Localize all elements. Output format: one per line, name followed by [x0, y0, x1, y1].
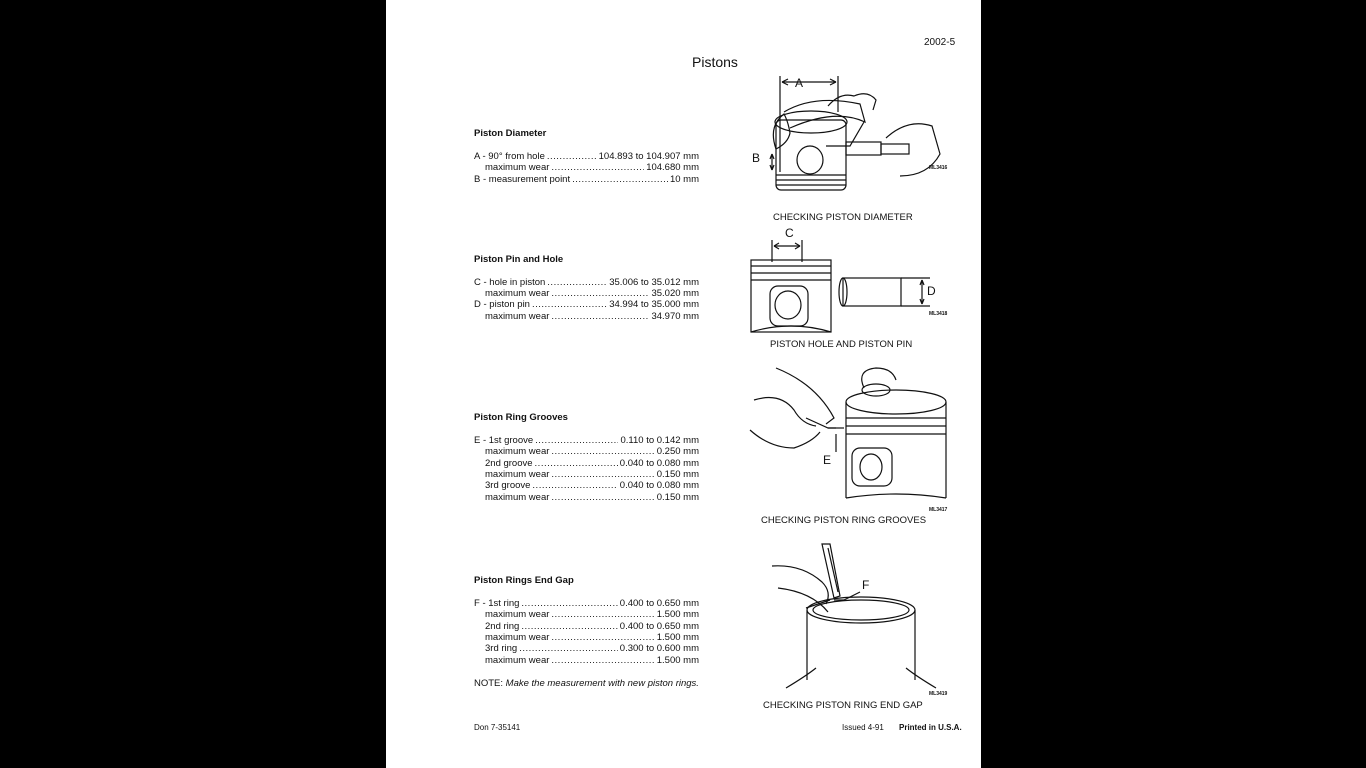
page-number: 2002-5: [924, 37, 956, 48]
piston-ring-grooves-illustration: [746, 360, 976, 510]
spec-label: maximum wear: [485, 609, 550, 620]
label-f: F: [862, 578, 870, 592]
manual-page: [386, 0, 981, 768]
label-e: E: [823, 453, 832, 467]
spec-label: C - hole in piston: [474, 277, 546, 288]
spec-label: 2nd ring: [485, 621, 520, 632]
label-a: A: [795, 76, 804, 90]
spec-row: [485, 480, 699, 491]
spec-row: [485, 621, 699, 632]
section-title-piston-pin-and-hole: Piston Pin and Hole: [474, 254, 564, 265]
spec-row: [474, 174, 699, 185]
spec-label: 3rd groove: [485, 480, 531, 491]
section-title-piston-diameter: Piston Diameter: [474, 128, 547, 139]
note-text: Make the measurement with new piston rings.: [505, 678, 699, 689]
spec-label: maximum wear: [485, 655, 550, 666]
spec-label: A - 90° from hole: [474, 151, 545, 162]
figure-code: ML3418: [929, 311, 948, 317]
spec-label: maximum wear: [485, 446, 550, 457]
spec-value: 10 mm: [669, 174, 699, 185]
section-title-piston-ring-grooves: Piston Ring Grooves: [474, 412, 568, 423]
label-b: B: [752, 151, 761, 165]
figure-code: ML3417: [929, 507, 948, 513]
spec-value: 1.500 mm: [656, 655, 699, 666]
piston-diameter-illustration: [746, 72, 976, 202]
section-title-piston-rings-end-gap: Piston Rings End Gap: [474, 575, 574, 586]
piston-ring-end-gap-illustration: [736, 538, 976, 693]
spec-label: 2nd groove: [485, 458, 533, 469]
spec-label: B - measurement point: [474, 174, 571, 185]
spec-value: 0.150 mm: [656, 469, 699, 480]
spec-label: maximum wear: [485, 288, 550, 299]
spec-row: [485, 311, 699, 322]
note: [474, 678, 699, 689]
spec-row: [485, 288, 699, 299]
footer-doc-number: Don 7-35141: [474, 723, 521, 732]
spec-value: 0.040 to 0.080 mm: [619, 458, 699, 469]
spec-value: 0.300 to 0.600 mm: [619, 643, 699, 654]
spec-row: [485, 469, 699, 480]
label-d: D: [927, 284, 936, 298]
spec-row: [485, 632, 699, 643]
figure-code: ML3419: [929, 691, 948, 697]
spec-row: [485, 446, 699, 457]
spec-value: 34.970 mm: [651, 311, 699, 322]
note-prefix: NOTE:: [474, 678, 504, 689]
spec-value: 0.400 to 0.650 mm: [619, 598, 699, 609]
spec-value: 1.500 mm: [656, 609, 699, 620]
spec-label: maximum wear: [485, 162, 550, 173]
spec-row: [474, 435, 699, 446]
spec-value: 104.680 mm: [646, 162, 699, 173]
spec-value: 35.006 to 35.012 mm: [609, 277, 699, 288]
spec-row: [474, 598, 699, 609]
spec-value: 34.994 to 35.000 mm: [609, 299, 699, 310]
spec-row: [474, 299, 699, 310]
spec-value: 104.893 to 104.907 mm: [598, 151, 699, 162]
figure-caption: CHECKING PISTON DIAMETER: [773, 212, 913, 223]
figure-caption: CHECKING PISTON RING END GAP: [763, 700, 923, 711]
spec-value: 0.150 mm: [656, 492, 699, 503]
spec-value: 35.020 mm: [651, 288, 699, 299]
footer-issued: Issued 4-91: [842, 723, 884, 732]
spec-value: 1.500 mm: [656, 632, 699, 643]
figure-caption: PISTON HOLE AND PISTON PIN: [770, 339, 913, 350]
spec-row: [485, 655, 699, 666]
spec-row: [485, 643, 699, 654]
spec-value: 0.250 mm: [656, 446, 699, 457]
page-title: Pistons: [692, 54, 738, 70]
spec-label: E - 1st groove: [474, 435, 534, 446]
spec-row: [474, 277, 699, 288]
spec-value: 0.110 to 0.142 mm: [620, 435, 699, 446]
spec-row: [485, 458, 699, 469]
figure-code: ML3416: [929, 165, 948, 171]
spec-label: 3rd ring: [485, 643, 518, 654]
spec-label: maximum wear: [485, 492, 550, 503]
spec-row: [485, 609, 699, 620]
footer-printed: Printed in U.S.A.: [899, 723, 962, 732]
spec-row: [485, 162, 699, 173]
piston-hole-and-pin-illustration: [746, 224, 976, 339]
spec-label: D - piston pin: [474, 299, 530, 310]
label-c: C: [785, 226, 794, 240]
spec-row: [474, 151, 699, 162]
spec-value: 0.040 to 0.080 mm: [619, 480, 699, 491]
spec-label: maximum wear: [485, 632, 550, 643]
figure-caption: CHECKING PISTON RING GROOVES: [761, 515, 927, 526]
spec-value: 0.400 to 0.650 mm: [619, 621, 699, 632]
spec-label: maximum wear: [485, 311, 550, 322]
spec-label: F - 1st ring: [474, 598, 520, 609]
spec-row: [485, 492, 699, 503]
spec-label: maximum wear: [485, 469, 550, 480]
